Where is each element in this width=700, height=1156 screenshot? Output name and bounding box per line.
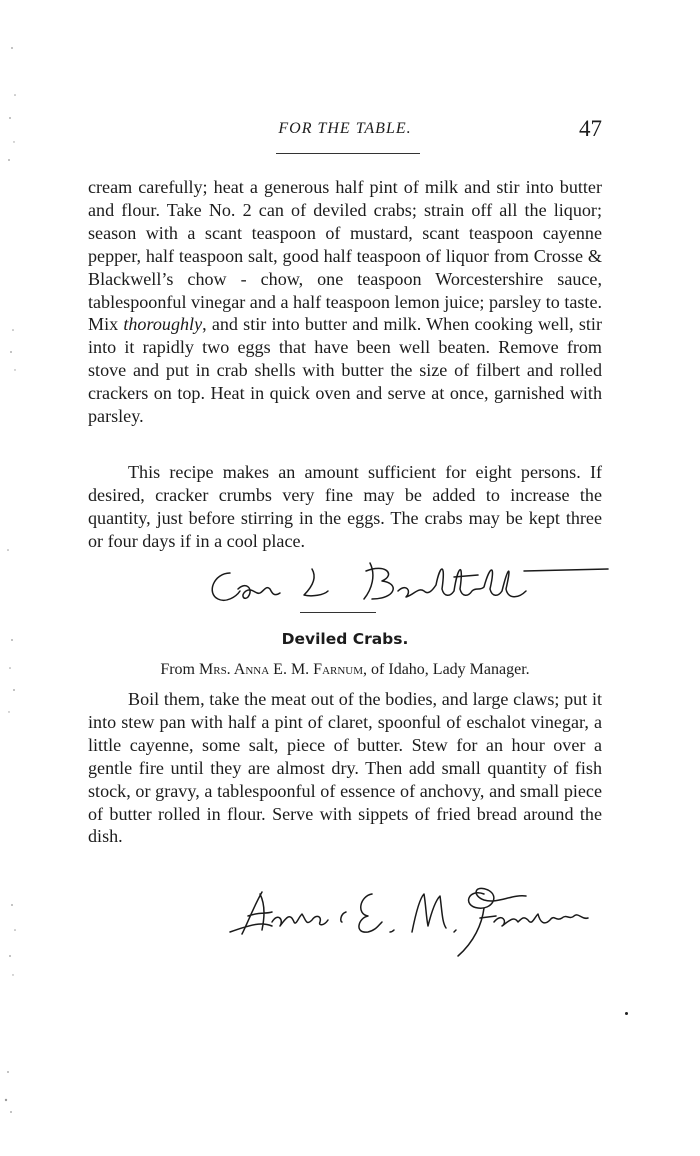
- attribution-prefix: From: [160, 661, 199, 678]
- text-run: cream carefully; heat a generous half pint of milk and stir into butter and flour. Take No. 2 can of deviled crabs; strain off all the liquor; season with a scant teaspoon of mustard, scant teaspoon cayenne pepper, half teaspoon salt, good half teaspoon of liquor from Crosse & Blackwell’s chow - chow, one teaspoon Worcestershire sauce, tablespoonful vinegar and a half teaspoon lemon juice; parsley to taste. Mix: [88, 177, 603, 335]
- ink-speck: [625, 1012, 628, 1015]
- header-rule: [276, 153, 420, 154]
- recipe-body: [88, 688, 602, 848]
- margin-specks: [0, 0, 40, 1156]
- recipe-title: Deviled Crabs.: [281, 630, 409, 648]
- attribution-suffix: , of Idaho, Lady Manager.: [363, 661, 530, 678]
- page-number: 47: [579, 116, 602, 141]
- contributor-name: Mrs. Anna E. M. Farnum: [199, 661, 364, 678]
- paragraph: This recipe makes an amount sufficient for eight persons. If desired, cracker crumbs very fine may be added to increase the quantity, just before stirring in the eggs. The crabs may be kept three or four days if in a cool place.: [88, 462, 602, 551]
- paragraph: Boil them, take the meat out of the bodies, and large claws; put it into stew pan with half a pint of claret, spoonful of eschalot vinegar, a little cayenne, some salt, piece of butter. Stew for an hour over a gentle fire until they are almost dry. Then add small quantity of fish stock, or gravy, a tablespoonful of essence of anchovy, and small piece of butter rolled in flour. Serve with sippets of fried bread around the dish.: [88, 689, 602, 847]
- signature-bartlett: [200, 555, 610, 610]
- text-run: , and stir into butter and milk. When cooking well, stir into it rapidly two eggs that have been well beaten. Remove from stove and put in crab shells with butter the size of filbert and rolled crackers on top. Heat in quick oven and serve at once, garnished with parsley.: [88, 314, 602, 427]
- emphasized-word: thoroughly: [123, 314, 203, 335]
- paragraph: [88, 176, 602, 428]
- signature-farnum: [222, 882, 602, 960]
- running-head: [88, 116, 602, 146]
- serving-note: [88, 461, 602, 553]
- continued-recipe-text: [88, 176, 602, 428]
- running-title: FOR THE TABLE.: [278, 120, 412, 137]
- section-divider: [300, 612, 376, 613]
- recipe-attribution: [88, 661, 602, 679]
